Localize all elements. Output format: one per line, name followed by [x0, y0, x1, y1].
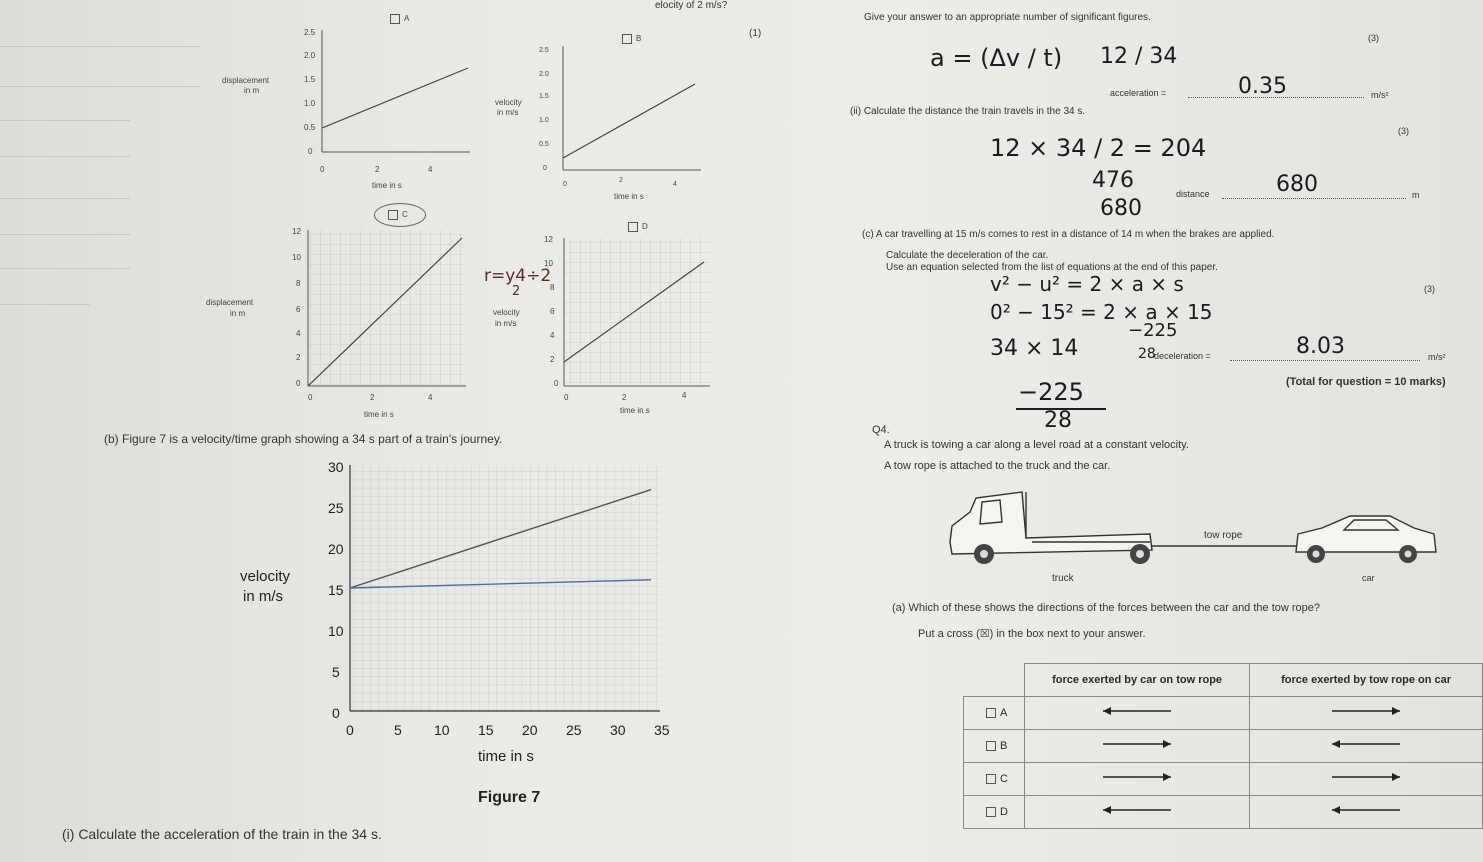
- ruled-line: [0, 86, 200, 87]
- tick: 10: [544, 259, 553, 268]
- option-label: A: [1000, 706, 1008, 719]
- option-checkbox[interactable]: [986, 741, 996, 751]
- tick: 0: [563, 181, 567, 188]
- tick: 4: [296, 329, 301, 338]
- rope-on-car-cell: [1250, 729, 1483, 762]
- tick: 1.5: [304, 75, 316, 84]
- accel-answer: 0.35: [1238, 74, 1287, 99]
- arrow-right-icon: [1097, 771, 1177, 783]
- total-marks: (Total for question = 10 marks): [1286, 376, 1446, 388]
- arrow-right-icon: [1326, 771, 1406, 783]
- q4-label: Q4.: [872, 424, 890, 436]
- ruled-line: [0, 268, 130, 269]
- mark-3a: (3): [1368, 33, 1379, 43]
- graph-c-ylabel: displacement: [206, 298, 254, 307]
- q4-text-1: A truck is towing a car along a level road at a constant velocity.: [884, 439, 1189, 451]
- option-label: B: [1000, 739, 1008, 752]
- fig7-xtick: 25: [566, 722, 582, 738]
- distance-label: distance: [1176, 189, 1210, 199]
- arrow-right-icon: [1097, 738, 1177, 750]
- forces-table-row: [964, 795, 1483, 828]
- graph-a-ylabel-unit: in m: [244, 86, 260, 95]
- fig7-xticks: [346, 722, 670, 738]
- tick: 0.5: [304, 123, 316, 132]
- working-6: v² − u² = 2 × a × s: [990, 272, 1184, 296]
- fig7-ylabel-unit: in m/s: [243, 588, 284, 605]
- car-wheel-rear: [1399, 545, 1417, 563]
- question-4a-instruction: Put a cross (☒) in the box next to your answer.: [918, 628, 1146, 640]
- option-cell[interactable]: [964, 762, 1025, 795]
- distance-answer: 680: [1276, 172, 1318, 197]
- tick: 1.0: [539, 117, 549, 124]
- graph-b-ylabel-unit: in m/s: [497, 108, 519, 117]
- tick: 1.0: [304, 99, 316, 108]
- tick: 1.5: [539, 93, 549, 100]
- truck-label: truck: [1052, 573, 1074, 584]
- graph-b-ylabel: velocity: [495, 98, 522, 107]
- tick: 6: [550, 307, 555, 316]
- distance-answer-line[interactable]: [1222, 198, 1406, 199]
- working-8c: 28: [1138, 346, 1156, 362]
- arrow-right-icon: [1326, 705, 1406, 717]
- tick: 2: [550, 355, 555, 364]
- tick: 4: [428, 393, 433, 402]
- ruled-line: [0, 198, 130, 199]
- rope-on-car-cell: [1250, 795, 1483, 828]
- question-4a: (a) Which of these shows the directions of the forces between the car and the tow rope?: [892, 602, 1321, 614]
- deceleration-unit: m/s²: [1428, 352, 1446, 362]
- tow-rope-label: tow rope: [1204, 530, 1243, 541]
- fig7-caption: Figure 7: [478, 789, 541, 806]
- graph-a-ylabel: displacement: [222, 76, 270, 85]
- working-9: −225: [1018, 378, 1084, 406]
- question-c-2: Calculate the deceleration of the car.: [886, 250, 1049, 261]
- question-c: (c) A car travelling at 15 m/s comes to rest in a distance of 14 m when the brakes are applied.: [862, 229, 1275, 240]
- truck-wheel-front: [974, 544, 994, 564]
- accel-label: acceleration =: [1110, 88, 1167, 98]
- forces-table-row: [964, 762, 1483, 795]
- option-checkbox[interactable]: [986, 807, 996, 817]
- tick: 2.0: [539, 71, 549, 78]
- handwriting-note-2: 2: [512, 284, 521, 299]
- tick: 2: [375, 165, 380, 174]
- forces-table-row: [964, 696, 1483, 729]
- option-label: D: [1000, 805, 1008, 818]
- tick: 6: [296, 305, 301, 314]
- graph-d-ylabel-unit: in m/s: [495, 319, 517, 328]
- fig7-ytick: 0: [332, 705, 340, 721]
- deceleration-answer: 8.03: [1296, 334, 1345, 359]
- working-4: 476: [1092, 168, 1134, 193]
- top-fragment: elocity of 2 m/s?: [655, 0, 728, 11]
- fig7-ytick: 15: [328, 582, 344, 598]
- rope-on-car-cell: [1250, 762, 1483, 795]
- mark-1: (1): [749, 28, 762, 39]
- forces-table-row: [964, 729, 1483, 762]
- ruled-line: [0, 234, 130, 235]
- tick: 12: [292, 227, 301, 236]
- question-c-3: Use an equation selected from the list of equations at the end of this paper.: [886, 262, 1218, 273]
- graph-c-xlabel: time in s: [364, 410, 394, 419]
- graph-c-plot: [290, 224, 470, 404]
- tick: 2: [619, 177, 623, 184]
- tick: 8: [550, 283, 555, 292]
- working-8: 34 × 14: [990, 336, 1079, 361]
- checkbox-d[interactable]: [628, 222, 638, 232]
- fig7-yticks: [328, 459, 344, 721]
- fig7-ytick: 30: [328, 459, 344, 475]
- tick: 2: [622, 393, 627, 402]
- car-on-rope-cell: [1024, 696, 1249, 729]
- rope-on-car-cell: [1250, 696, 1483, 729]
- checkbox-c[interactable]: [388, 210, 398, 220]
- handwriting-note: r=y4÷2: [484, 266, 552, 286]
- question-ii: (ii) Calculate the distance the train travels in the 34 s.: [850, 106, 1086, 117]
- accel-unit: m/s²: [1371, 90, 1389, 100]
- tick: 2: [296, 353, 301, 362]
- working-5: 680: [1100, 196, 1142, 221]
- tick: 0: [554, 379, 559, 388]
- working-3: 12 × 34 / 2 = 204: [990, 134, 1207, 162]
- ruled-line: [0, 304, 90, 305]
- fig7-ytick: 5: [332, 664, 340, 680]
- fig7-ylabel: velocity: [240, 568, 291, 585]
- mark-3b: (3): [1398, 126, 1409, 136]
- q4-text-2: A tow rope is attached to the truck and the car.: [884, 460, 1111, 472]
- question-i: (i) Calculate the acceleration of the train in the 34 s.: [62, 826, 382, 842]
- option-cell[interactable]: [964, 795, 1025, 828]
- fig7-xtick: 5: [394, 722, 402, 738]
- graph-b-xlabel: time in s: [614, 192, 644, 201]
- tick: 4: [682, 391, 687, 400]
- tick: 2.0: [304, 51, 316, 60]
- fig7-ytick: 20: [328, 541, 344, 557]
- graph-c-ylabel-unit: in m: [230, 309, 246, 318]
- fig7-xtick: 15: [478, 722, 494, 738]
- option-checkbox[interactable]: [986, 774, 996, 784]
- tick: 2: [370, 393, 375, 402]
- option-label: C: [1000, 772, 1008, 785]
- working-1: a = (Δv / t): [930, 44, 1063, 72]
- fig7-xtick: 20: [522, 722, 538, 738]
- fig7-ytick: 10: [328, 623, 344, 639]
- graph-d-xlabel: time in s: [620, 406, 650, 415]
- tick: 0: [564, 393, 569, 402]
- ruled-line: [0, 120, 130, 121]
- truck-drawing: [950, 492, 1152, 554]
- part-b-text: (b) Figure 7 is a velocity/time graph showing a 34 s part of a train's journey.: [104, 432, 503, 446]
- ruled-line: [0, 46, 200, 47]
- graph-b-plot: [535, 38, 710, 188]
- option-cell[interactable]: [964, 729, 1025, 762]
- tick: 2.5: [304, 28, 316, 37]
- tick: 0: [308, 393, 313, 402]
- ruled-line: [0, 156, 130, 157]
- fig7-xtick: 0: [346, 722, 354, 738]
- tick: 0: [296, 379, 301, 388]
- fig7-xlabel: time in s: [478, 748, 534, 765]
- tick: 4: [673, 181, 677, 188]
- fig7-chart: [320, 455, 690, 745]
- deceleration-answer-line[interactable]: [1230, 360, 1420, 361]
- tick: 0: [543, 165, 547, 172]
- tick: 4: [428, 165, 433, 174]
- graph-a-plot: [300, 20, 480, 180]
- graph-d-ylabel: velocity: [493, 308, 520, 317]
- option-cell[interactable]: [964, 696, 1025, 729]
- tick: 0: [320, 165, 325, 174]
- tick: 12: [544, 235, 553, 244]
- fig7-xtick: 30: [610, 722, 626, 738]
- graph-a-xlabel: time in s: [372, 181, 402, 190]
- arrow-left-icon: [1097, 705, 1177, 717]
- tick: 8: [296, 279, 301, 288]
- mark-3c: (3): [1424, 284, 1435, 294]
- tick: 0: [308, 147, 313, 156]
- graph-d-plot: [540, 232, 712, 402]
- tick: 4: [550, 331, 555, 340]
- tick: 10: [292, 253, 301, 262]
- sig-figs-note: Give your answer to an appropriate number of significant figures.: [864, 12, 1151, 23]
- table-header-car-on-rope: force exerted by car on tow rope: [1024, 664, 1249, 697]
- car-label: car: [1362, 573, 1375, 583]
- working-10: 28: [1044, 408, 1072, 433]
- arrow-left-icon: [1326, 738, 1406, 750]
- car-on-rope-cell: [1024, 795, 1249, 828]
- tick: 2.5: [539, 47, 549, 54]
- table-header-rope-on-car: force exerted by tow rope on car: [1250, 664, 1483, 697]
- truck-wheel-rear: [1130, 544, 1150, 564]
- tick: 0.5: [539, 141, 549, 148]
- fig7-xtick: 10: [434, 722, 450, 738]
- car-on-rope-cell: [1024, 729, 1249, 762]
- distance-unit: m: [1412, 190, 1420, 200]
- car-wheel-front: [1307, 545, 1325, 563]
- arrow-left-icon: [1097, 804, 1177, 816]
- working-2: 12 / 34: [1100, 44, 1178, 69]
- arrow-left-icon: [1326, 804, 1406, 816]
- fig7-ytick: 25: [328, 500, 344, 516]
- option-checkbox[interactable]: [986, 708, 996, 718]
- fig7-xtick: 35: [654, 722, 670, 738]
- forces-table: [963, 663, 1483, 829]
- working-8b: −225: [1128, 320, 1178, 341]
- deceleration-label: deceleration =: [1154, 351, 1211, 361]
- working-7: 0² − 15² = 2 × a × 15: [990, 300, 1213, 324]
- car-on-rope-cell: [1024, 762, 1249, 795]
